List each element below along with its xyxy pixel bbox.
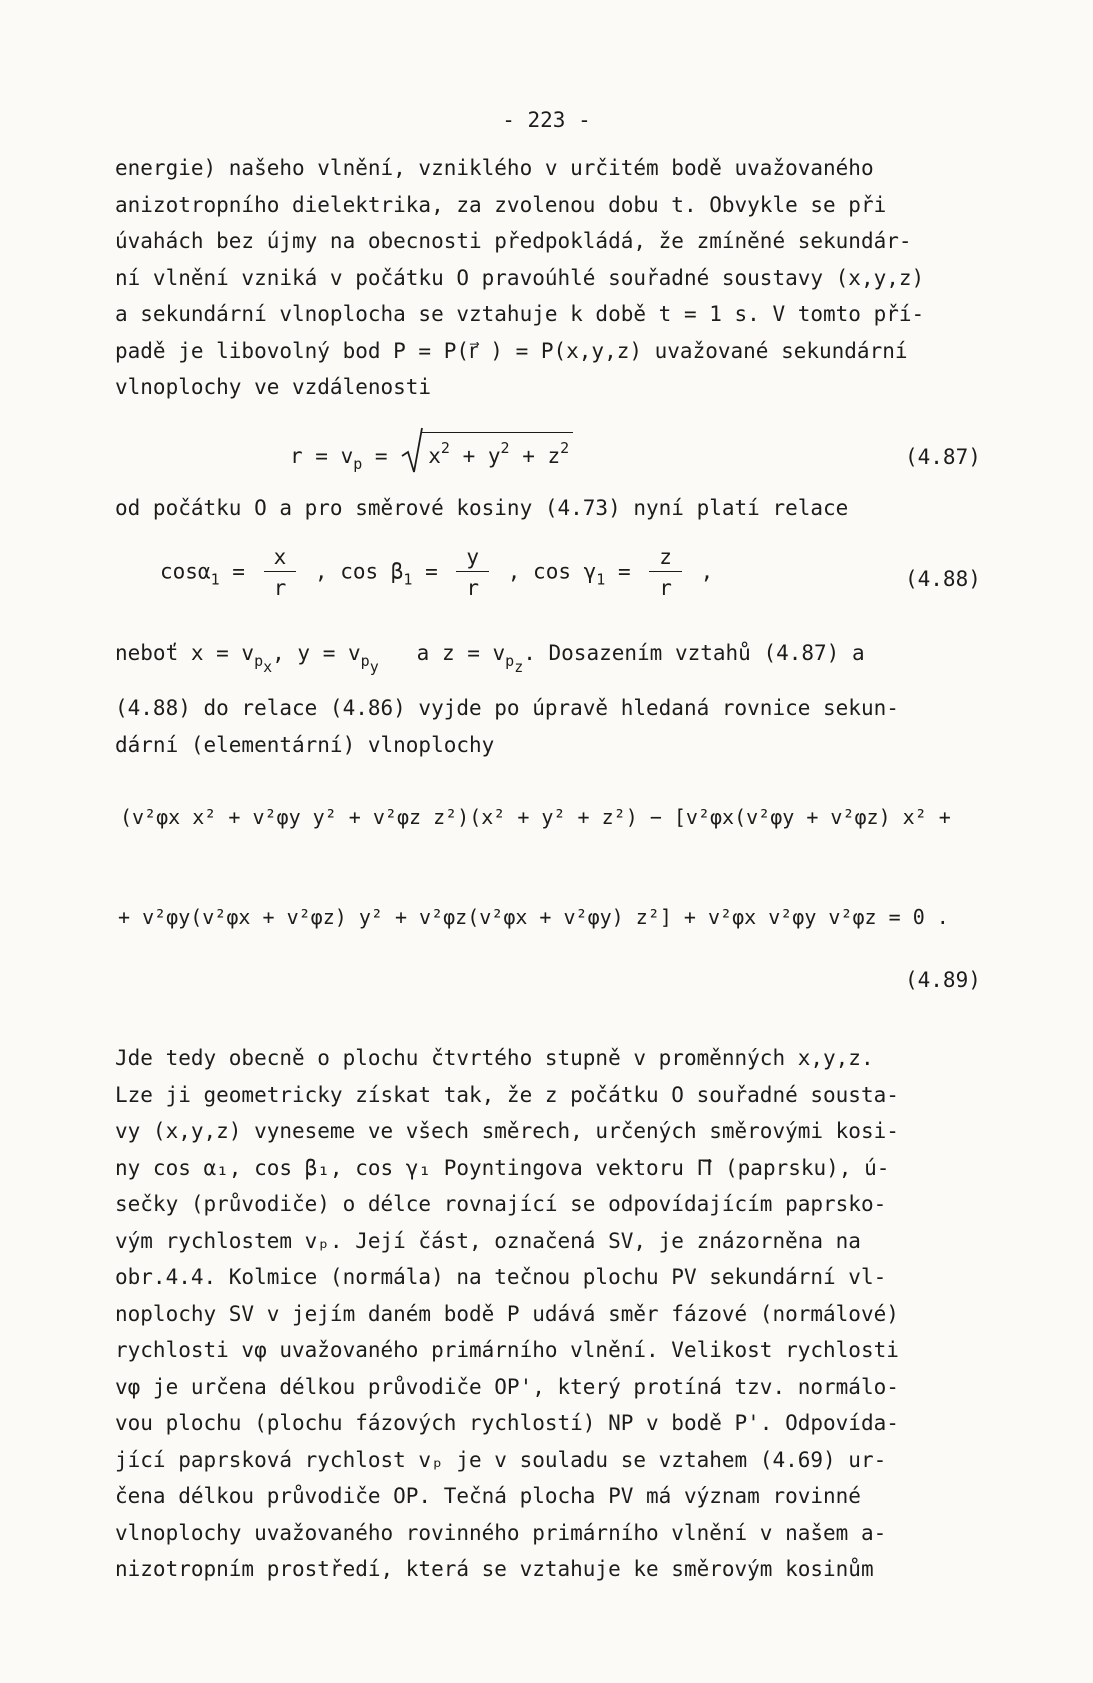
text-line: ny cos α₁, cos β₁, cos γ₁ Poyntingova vektoru Π⃗ (paprsku), ú-	[115, 1155, 890, 1180]
text-line: vφ je určena délkou průvodiče OP', který protíná tzv. normálo-	[115, 1374, 899, 1399]
fraction: $\frac{x}{r}$	[264, 545, 297, 600]
text-line: padě je libovolný bod P = P(r⃗ ) = P(x,y,z) uvažované sekundární	[115, 338, 908, 363]
square-root: $x^2 + y^2 + z^2$	[400, 432, 573, 468]
text-line: vou plochu (plochu fázových rychlostí) NP v bodě P'. Odpovída-	[115, 1411, 899, 1435]
text-line: vlnoplochy uvažovaného rovinného primárního vlnění v našem a-	[115, 1520, 887, 1545]
text-line: vlnoplochy ve vzdálenosti	[115, 375, 432, 399]
text-line: energie) našeho vlnění, vzniklého v určitém bodě uvažovaného	[115, 156, 874, 180]
equation-4-89-line-2: + v²φy(v²φx + v²φz) y² + v²φz(v²φx + v²φy) z²] + v²φx v²φy v²φz = 0 .	[118, 905, 949, 929]
eq87-lhs: r = v	[290, 444, 354, 468]
text-line: anizotropního dielektrika, za zvolenou dobu t. Obvykle se při	[115, 192, 887, 217]
text-line: nizotropním prostředí, která se vztahuje ke směrovým kosinům	[115, 1557, 874, 1581]
equation-number-4-89: (4.89)	[905, 968, 981, 992]
page-number: - 223 -	[502, 108, 591, 132]
radical-sign-icon	[400, 426, 424, 474]
text-line: Lze ji geometricky získat tak, že z počátku O souřadné sousta-	[115, 1082, 899, 1107]
paragraph-1	[115, 150, 1035, 406]
paragraph-2	[115, 690, 1035, 763]
text-line: jící paprsková rychlost vₚ je v souladu se vztahem (4.69) ur-	[115, 1447, 887, 1472]
paragraph-3	[115, 1040, 1035, 1588]
text-line: dární (elementární) vlnoplochy	[115, 732, 495, 757]
text-line: Jde tedy obecně o plochu čtvrtého stupně v proměnných x,y,z.	[115, 1046, 874, 1070]
text-line: sečky (průvodiče) o délce rovnající se odpovídajícím paprsko-	[115, 1192, 887, 1216]
equation-number-4-87: (4.87)	[905, 445, 981, 469]
equation-4-89-line-1: (v²φx x² + v²φy y² + v²φz z²)(x² + y² + z²) − [v²φx(v²φy + v²φz) x² +	[120, 805, 951, 829]
fraction: $\frac{y}{r}$	[456, 545, 489, 600]
equation-number-4-88: (4.88)	[905, 567, 981, 591]
text-line: vy (x,y,z) vyneseme ve všech směrech, určených směrovými kosi-	[115, 1119, 899, 1143]
line-nebot: neboť $x = v_{p_x}$, $y = v_{p_y}$ a $z = v_{p_z}$. Dosazením vztahů (4.87) a	[115, 641, 865, 676]
text-line: vým rychlostem vₚ. Její část, označená SV, je znázorněna na	[115, 1228, 861, 1253]
text-line: a sekundární vlnoplocha se vztahuje k době t = 1 s. V tomto pří-	[115, 302, 925, 326]
fraction: $\frac{z}{r}$	[649, 545, 682, 600]
line-after-eq87: od počátku O a pro směrové kosiny (4.73) nyní platí relace	[115, 496, 849, 520]
text-line: (4.88) do relace (4.86) vyjde po úpravě hledaná rovnice sekun-	[115, 696, 899, 720]
equation-4-88: cosα$_1$ = $\frac{x}{r}$ , $\cos \beta_1$ = $\frac{y}{r}$ , $\cos \gamma_1$ = $\frac{z}{r}$ ,	[160, 545, 714, 600]
text-line: čena délkou průvodiče OP. Tečná plocha PV má význam rovinné	[115, 1484, 861, 1508]
text-line: noplochy SV v jejím daném bodě P udává směr fázové (normálové)	[115, 1301, 899, 1326]
equation-4-87: $r = v_p$ = $x^2 + y^2 + z^2$	[290, 432, 573, 473]
text-line: ní vlnění vzniká v počátku O pravoúhlé souřadné soustavy (x,y,z)	[115, 265, 925, 290]
text-line: rychlosti vφ uvažovaného primárního vlnění. Velikost rychlosti	[115, 1338, 899, 1362]
text-line: obr.4.4. Kolmice (normála) na tečnou plochu PV sekundární vl-	[115, 1265, 887, 1289]
text-line: úvahách bez újmy na obecnosti předpokládá, že zmíněné sekundár-	[115, 229, 912, 253]
